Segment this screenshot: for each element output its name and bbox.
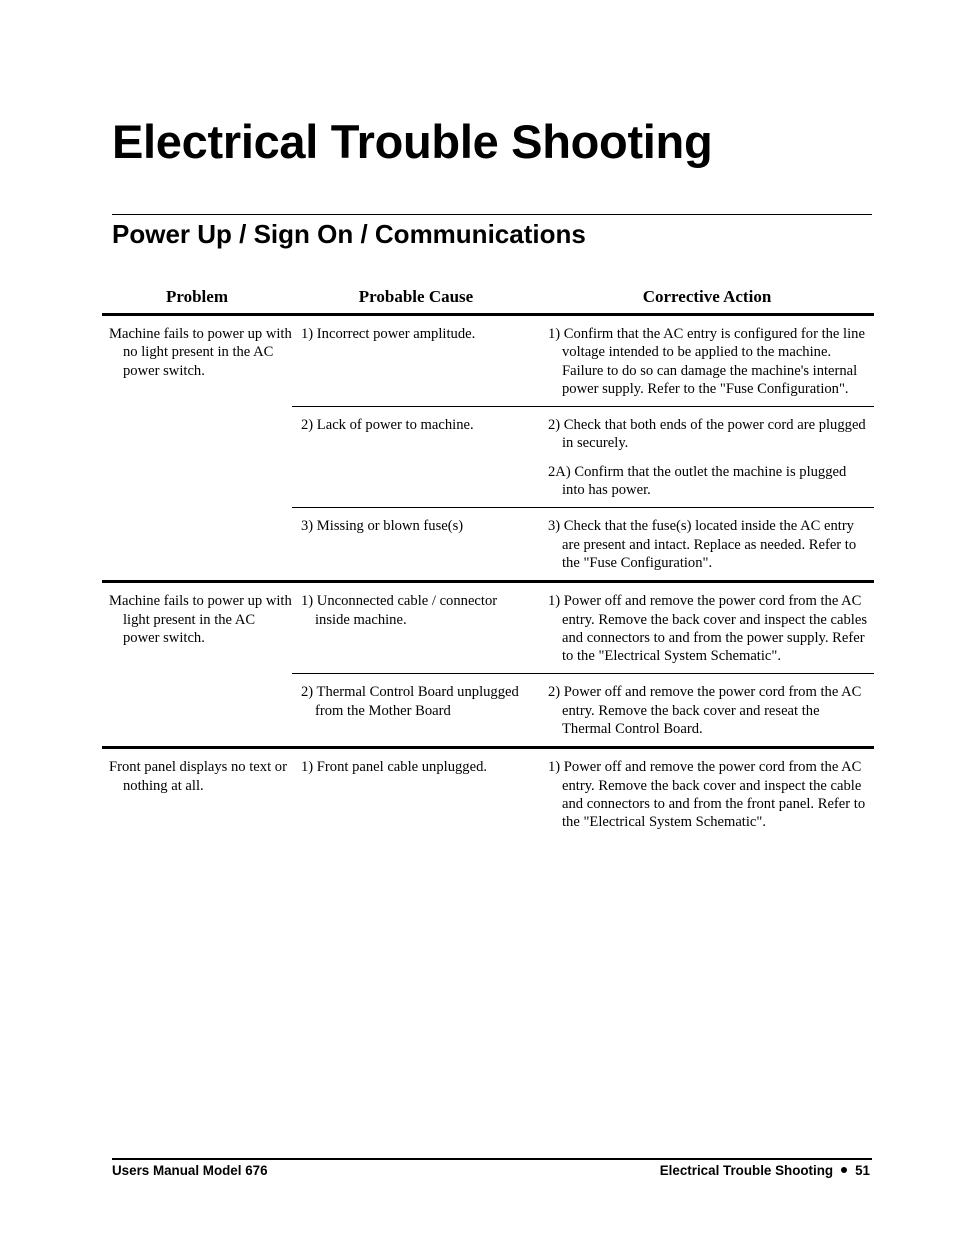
cause-rows: [292, 316, 874, 580]
bullet-icon: [841, 1167, 847, 1173]
problem-cell: [102, 316, 292, 580]
action-text: 1) Power off and remove the power cord from the AC entry. Remove the back cover and inspect the cables and connectors to and from the power supply. Refer to the "Electrical System Schematic".: [548, 593, 867, 665]
section-divider: [112, 214, 872, 215]
cause-text: 2) Lack of power to machine.: [301, 417, 474, 434]
problem-text: Machine fails to power up with light present in the AC power switch.: [109, 593, 292, 646]
action-cell: [538, 583, 874, 673]
action-text: 1) Power off and remove the power cord from the AC entry. Remove the back cover and inspect the cable and connectors to and from the front panel. Refer to the "Electrical System Schematic".: [548, 759, 866, 831]
table-row: [292, 406, 874, 507]
problem-group-light-present: [102, 583, 874, 749]
action-cell: [538, 508, 874, 580]
table-header-row: [102, 282, 874, 316]
troubleshooting-table: [102, 282, 874, 840]
problem-group-no-light: [102, 316, 874, 583]
cause-text: 1) Unconnected cable / connector inside machine.: [301, 593, 498, 628]
section-title: Power Up / Sign On / Communications: [112, 219, 586, 249]
cause-text: 1) Front panel cable unplugged.: [301, 759, 488, 776]
table-row: [292, 316, 874, 406]
action-cell: [538, 674, 874, 746]
action-text: 1) Confirm that the AC entry is configured for the line voltage intended to be applied to the machine. Failure to do so can damage the machine's internal power supply. Refer to the "Fuse Configuration".: [548, 326, 865, 397]
footer-page-info: [660, 1162, 870, 1180]
problem-text: Machine fails to power up with no light present in the AC power switch.: [109, 326, 292, 379]
header-corrective-action: Corrective Action: [642, 287, 772, 306]
cause-text: 3) Missing or blown fuse(s): [301, 518, 464, 535]
table-row: [292, 749, 874, 839]
problem-cell: [102, 583, 292, 746]
cause-cell: [292, 674, 538, 746]
action-text: 2A) Confirm that the outlet the machine is plugged into has power.: [548, 463, 847, 499]
header-problem: Problem: [165, 287, 228, 306]
cause-text: 2) Thermal Control Board unplugged from the Mother Board: [301, 684, 519, 719]
cause-text: 1) Incorrect power amplitude.: [301, 326, 476, 342]
page-title: Electrical Trouble Shooting: [112, 115, 713, 168]
footer-divider: [112, 1158, 872, 1160]
problem-group-front-panel: [102, 749, 874, 839]
action-text: 2) Power off and remove the power cord from the AC entry. Remove the back cover and reseat the Thermal Control Board.: [548, 684, 862, 738]
table-row: [292, 673, 874, 746]
cause-cell: [292, 316, 538, 406]
action-text: 3) Check that the fuse(s) located inside the AC entry are present and intact. Replace as needed. Refer to the "Fuse Configuration".: [548, 518, 857, 571]
problem-cell: [102, 749, 292, 839]
cause-rows: [292, 583, 874, 746]
action-text: 2) Check that both ends of the power cord are plugged in securely.: [548, 417, 866, 452]
action-cell: [538, 407, 874, 507]
action-cell: [538, 749, 874, 839]
header-probable-cause: Probable Cause: [358, 287, 474, 306]
footer-chapter-title: Electrical Trouble Shooting: [659, 1163, 834, 1178]
cause-cell: [292, 749, 538, 839]
cause-rows: [292, 749, 874, 839]
table-row: [292, 583, 874, 673]
cause-cell: [292, 508, 538, 580]
action-cell: [538, 316, 874, 406]
cause-cell: [292, 583, 538, 673]
cause-cell: [292, 407, 538, 507]
page-number: 51: [855, 1163, 870, 1178]
table-row: [292, 507, 874, 580]
footer-manual-title: Users Manual Model 676: [112, 1163, 268, 1178]
problem-text: Front panel displays no text or nothing at all.: [109, 759, 287, 794]
